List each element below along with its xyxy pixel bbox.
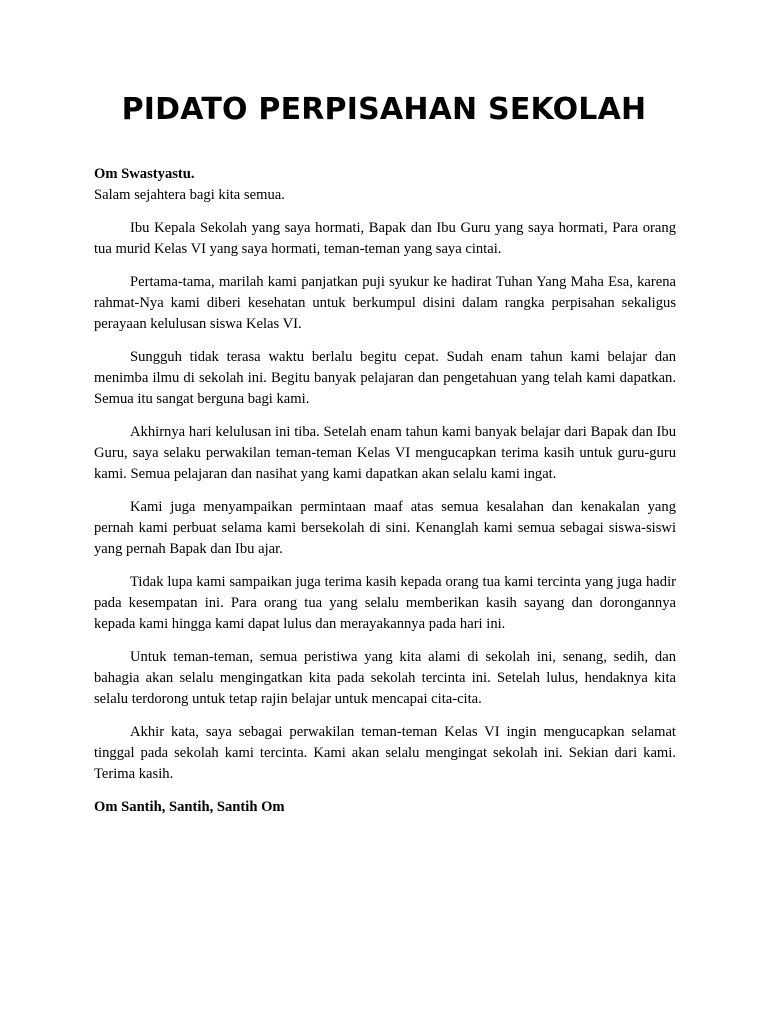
opening-line: Salam sejahtera bagi kita semua.	[94, 187, 285, 203]
paragraph-gratitude: Pertama-tama, marilah kami panjatkan puji syukur ke hadirat Tuhan Yang Maha Esa, karena rahmat-Nya kami diberi kesehatan untuk berkumpul disini dalam rangka perpisahan sekaligus perayaan kelulusan siswa Kelas VI.	[94, 274, 676, 332]
paragraph-time-passes: Sungguh tidak terasa waktu berlalu begitu cepat. Sudah enam tahun kami belajar dan menimba ilmu di sekolah ini. Begitu banyak pelajaran dan pengetahuan yang telah kami dapatkan. Semua itu sangat berguna bagi kami.	[94, 349, 676, 407]
paragraph-apology: Kami juga menyampaikan permintaan maaf atas semua kesalahan dan kenakalan yang pernah kami perbuat selama kami bersekolah di sini. Kenanglah kami semua sebagai siswa-siswi yang pernah Bapak dan Ibu ajar.	[94, 499, 676, 557]
paragraph-friends: Untuk teman-teman, semua peristiwa yang kita alami di sekolah ini, senang, sedih, dan bahagia akan selalu mengingatkan kita pada sekolah tercinta ini. Setelah lulus, hendaknya kita selalu terdorong untuk tetap rajin belajar untuk mencapai cita-cita.	[94, 649, 676, 707]
paragraph-salutation: Ibu Kepala Sekolah yang saya hormati, Bapak dan Ibu Guru yang saya hormati, Para orang tua murid Kelas VI yang saya hormati, teman-teman yang saya cintai.	[94, 220, 676, 257]
closing-greeting: Om Santih, Santih, Santih Om	[94, 799, 285, 815]
page-title: PIDATO PERPISAHAN SEKOLAH	[121, 92, 647, 127]
paragraph-parents: Tidak lupa kami sampaikan juga terima kasih kepada orang tua kami tercinta yang juga hadir pada kesempatan ini. Para orang tua yang selalu memberikan kasih sayang dan dorongannya kepada kami hingga kami dapat lulus dan merayakannya pada hari ini.	[94, 574, 676, 632]
speech-body	[94, 164, 676, 818]
opening-greeting: Om Swastyastu.	[94, 166, 195, 182]
paragraph-farewell: Akhir kata, saya sebagai perwakilan teman-teman Kelas VI ingin mengucapkan selamat tinggal pada sekolah kami tercinta. Kami akan selalu mengingat sekolah ini. Sekian dari kami. Terima kasih.	[94, 724, 676, 782]
paragraph-graduation: Akhirnya hari kelulusan ini tiba. Setelah enam tahun kami banyak belajar dari Bapak dan Ibu Guru, saya selaku perwakilan teman-teman Kelas VI mengucapkan terima kasih untuk guru-guru kami. Semua pelajaran dan nasihat yang kami dapatkan akan selalu kami ingat.	[94, 424, 676, 482]
